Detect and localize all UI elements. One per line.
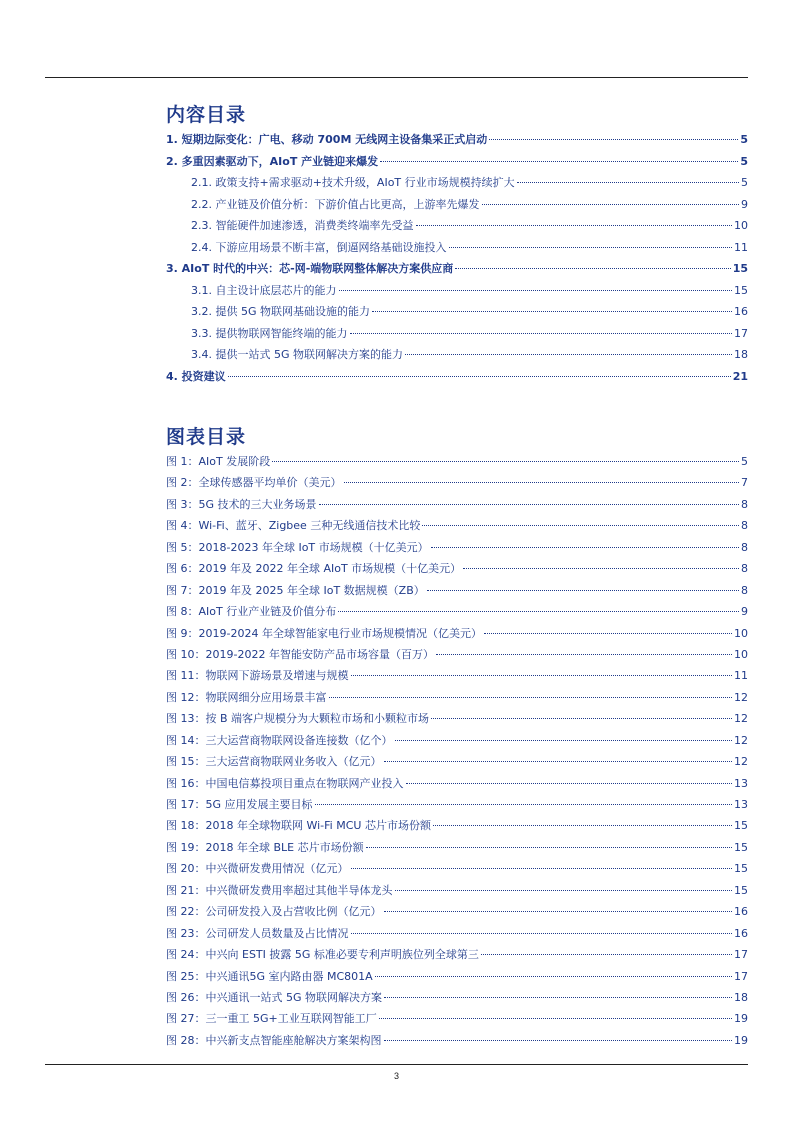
entry-title: 4. 投资建议 xyxy=(166,369,226,383)
dot-leader xyxy=(351,675,733,676)
entry-title: 图 10：2019-2022 年智能安防产品市场容量（百万） xyxy=(166,647,434,661)
figure-entry[interactable] xyxy=(166,880,748,901)
entry-page-number: 5 xyxy=(740,133,748,146)
toc-entry[interactable] xyxy=(166,215,748,237)
dot-leader xyxy=(422,525,739,526)
entry-title: 图 19：2018 年全球 BLE 芯片市场份额 xyxy=(166,840,364,854)
figure-entry[interactable] xyxy=(166,1030,748,1051)
dot-leader xyxy=(416,225,733,226)
entry-title: 图 18：2018 年全球物联网 Wi-Fi MCU 芯片市场份额 xyxy=(166,819,431,833)
entry-title: 3. AIoT 时代的中兴：芯-网-端物联网整体解决方案供应商 xyxy=(166,262,454,275)
entry-page-number: 8 xyxy=(741,562,748,576)
dot-leader xyxy=(329,697,733,698)
entry-page-number: 15 xyxy=(734,883,748,897)
figure-entry[interactable] xyxy=(166,751,748,772)
entry-page-number: 12 xyxy=(734,712,748,726)
dot-leader xyxy=(338,611,739,612)
figure-entry[interactable] xyxy=(166,815,748,836)
entry-title: 图 17：5G 应用发展主要目标 xyxy=(166,798,313,811)
toc-entry[interactable] xyxy=(166,301,748,323)
entry-title: 2.4. 下游应用场景不断丰富，倒逼网络基础设施投入 xyxy=(191,240,447,254)
figure-entry[interactable] xyxy=(166,623,748,644)
entry-page-number: 13 xyxy=(734,776,748,790)
toc-entry[interactable] xyxy=(166,237,748,259)
entry-page-number: 15 xyxy=(734,862,748,876)
entry-title: 图 11：物联网下游场景及增速与规模 xyxy=(166,669,349,683)
toc-entry[interactable] xyxy=(166,172,748,194)
dot-leader xyxy=(433,825,732,826)
figure-entry[interactable] xyxy=(166,730,748,751)
dot-leader xyxy=(405,354,732,355)
figure-entry[interactable] xyxy=(166,966,748,987)
dot-leader xyxy=(482,204,740,205)
entry-page-number: 11 xyxy=(734,669,748,683)
entry-title: 3.4. 提供一站式 5G 物联网解决方案的能力 xyxy=(191,348,404,361)
dot-leader xyxy=(395,890,733,891)
entry-title: 图 3：5G 技术的三大业务场景 xyxy=(166,497,317,511)
figure-entry[interactable] xyxy=(166,944,748,965)
figure-entry[interactable] xyxy=(166,537,748,558)
toc-entry[interactable] xyxy=(166,366,748,388)
toc-entry[interactable] xyxy=(166,194,748,216)
entry-title: 图 16：中国电信募投项目重点在物联网产业投入 xyxy=(166,776,404,790)
figure-entry[interactable] xyxy=(166,794,748,815)
footer-rule xyxy=(45,1064,748,1065)
dot-leader xyxy=(463,568,739,569)
figure-list-title: 图表目录 xyxy=(166,426,247,448)
figure-entry[interactable] xyxy=(166,558,748,579)
entry-page-number: 15 xyxy=(734,819,748,833)
figure-entry[interactable] xyxy=(166,837,748,858)
figure-entry[interactable] xyxy=(166,987,748,1008)
entry-page-number: 7 xyxy=(741,476,748,490)
dot-leader xyxy=(339,290,733,291)
dot-leader xyxy=(406,783,733,784)
toc-title: 内容目录 xyxy=(166,104,247,126)
entry-title: 图 14：三大运营商物联网设备连接数（亿个） xyxy=(166,733,393,747)
dot-leader xyxy=(449,247,733,248)
dot-leader xyxy=(350,333,733,334)
figure-entry[interactable] xyxy=(166,580,748,601)
dot-leader xyxy=(481,954,732,955)
toc-entry[interactable] xyxy=(166,258,748,280)
dot-leader xyxy=(427,590,739,591)
entry-title: 图 2：全球传感器平均单价（美元） xyxy=(166,476,342,490)
entry-page-number: 16 xyxy=(734,905,748,919)
figure-entry[interactable] xyxy=(166,1008,748,1029)
dot-leader xyxy=(384,911,733,912)
figure-entry[interactable] xyxy=(166,708,748,729)
dot-leader xyxy=(395,740,733,741)
entry-page-number: 13 xyxy=(734,798,748,811)
entry-title: 图 1：AIoT 发展阶段 xyxy=(166,455,271,468)
entry-page-number: 19 xyxy=(734,1033,748,1047)
entry-page-number: 8 xyxy=(741,540,748,554)
dot-leader xyxy=(384,761,733,762)
entry-page-number: 17 xyxy=(734,969,748,983)
entry-title: 图 25：中兴通讯5G 室内路由器 MC801A xyxy=(166,969,373,983)
entry-title: 图 21：中兴微研发费用率超过其他半导体龙头 xyxy=(166,883,393,897)
toc-entry[interactable] xyxy=(166,344,748,366)
entry-title: 2. 多重因素驱动下，AIoT 产业链迎来爆发 xyxy=(166,154,379,168)
entry-title: 图 5：2018-2023 年全球 IoT 市场规模（十亿美元） xyxy=(166,540,429,554)
entry-page-number: 10 xyxy=(734,647,748,661)
entry-page-number: 5 xyxy=(741,176,748,189)
dot-leader xyxy=(315,804,732,805)
dot-leader xyxy=(272,461,739,462)
entry-page-number: 12 xyxy=(734,733,748,747)
entry-page-number: 19 xyxy=(734,1012,748,1026)
dot-leader xyxy=(436,654,732,655)
dot-leader xyxy=(431,547,739,548)
figure-entry[interactable] xyxy=(166,923,748,944)
toc-list xyxy=(166,129,748,387)
figure-entry[interactable] xyxy=(166,601,748,622)
dot-leader xyxy=(379,1018,732,1019)
entry-title: 3.1. 自主设计底层芯片的能力 xyxy=(191,283,337,297)
entry-page-number: 12 xyxy=(734,690,748,704)
dot-leader xyxy=(375,976,732,977)
dot-leader xyxy=(351,933,733,934)
entry-page-number: 15 xyxy=(734,283,748,297)
figure-entry[interactable] xyxy=(166,515,748,536)
entry-page-number: 15 xyxy=(734,840,748,854)
figure-entry[interactable] xyxy=(166,451,748,472)
dot-leader xyxy=(344,482,740,483)
entry-page-number: 8 xyxy=(741,519,748,533)
entry-title: 图 22：公司研发投入及占营收比例（亿元） xyxy=(166,905,382,919)
figure-entry[interactable] xyxy=(166,644,748,665)
dot-leader xyxy=(431,718,732,719)
dot-leader xyxy=(380,161,738,162)
dot-leader xyxy=(372,311,732,312)
header-rule xyxy=(45,77,748,78)
entry-page-number: 11 xyxy=(734,240,748,254)
toc-entry[interactable] xyxy=(166,323,748,345)
entry-page-number: 16 xyxy=(734,926,748,940)
entry-title: 图 7：2019 年及 2025 年全球 IoT 数据规模（ZB） xyxy=(166,583,425,597)
figure-entry[interactable] xyxy=(166,901,748,922)
entry-page-number: 9 xyxy=(741,605,748,619)
dot-leader xyxy=(384,1040,733,1041)
entry-page-number: 15 xyxy=(732,262,748,275)
figure-entry[interactable] xyxy=(166,665,748,686)
toc-entry[interactable] xyxy=(166,151,748,173)
entry-title: 图 23：公司研发人员数量及占比情况 xyxy=(166,926,349,940)
toc-entry[interactable] xyxy=(166,280,748,302)
figure-entry[interactable] xyxy=(166,494,748,515)
dot-leader xyxy=(489,139,738,140)
entry-title: 图 4：Wi-Fi、蓝牙、Zigbee 三种无线通信技术比较 xyxy=(166,519,421,533)
dot-leader xyxy=(484,633,732,634)
entry-title: 1. 短期边际变化：广电、移动 700M 无线网主设备集采正式启动 xyxy=(166,133,488,146)
entry-title: 图 26：中兴通讯一站式 5G 物联网解决方案 xyxy=(166,990,383,1004)
dot-leader xyxy=(517,182,739,183)
entry-page-number: 17 xyxy=(734,326,748,340)
dot-leader xyxy=(228,376,731,377)
dot-leader xyxy=(384,997,732,998)
entry-page-number: 18 xyxy=(734,348,748,361)
figure-entry[interactable] xyxy=(166,773,748,794)
entry-page-number: 10 xyxy=(734,219,748,232)
dot-leader xyxy=(351,868,733,869)
page-number: 3 xyxy=(393,1071,399,1081)
entry-page-number: 5 xyxy=(741,455,748,468)
dot-leader xyxy=(319,504,739,505)
dot-leader xyxy=(455,268,730,269)
entry-page-number: 9 xyxy=(741,197,748,211)
entry-page-number: 21 xyxy=(732,369,748,383)
figure-entry[interactable] xyxy=(166,687,748,708)
figure-list xyxy=(166,451,748,1051)
entry-page-number: 8 xyxy=(741,583,748,597)
entry-page-number: 16 xyxy=(734,305,748,318)
entry-title: 图 8：AIoT 行业产业链及价值分布 xyxy=(166,605,337,619)
entry-title: 图 20：中兴微研发费用情况（亿元） xyxy=(166,862,349,876)
entry-title: 图 6：2019 年及 2022 年全球 AIoT 市场规模（十亿美元） xyxy=(166,562,462,576)
entry-title: 2.2. 产业链及价值分析：下游价值占比更高，上游率先爆发 xyxy=(191,197,480,211)
entry-title: 图 27：三一重工 5G+工业互联网智能工厂 xyxy=(166,1012,377,1026)
toc-entry[interactable] xyxy=(166,129,748,151)
entry-title: 图 13：按 B 端客户规模分为大颗粒市场和小颗粒市场 xyxy=(166,712,430,726)
entry-title: 2.1. 政策支持+需求驱动+技术升级，AIoT 行业市场规模持续扩大 xyxy=(191,176,515,189)
entry-title: 3.2. 提供 5G 物联网基础设施的能力 xyxy=(191,305,371,318)
entry-title: 图 9：2019-2024 年全球智能家电行业市场规模情况（亿美元） xyxy=(166,626,482,640)
entry-page-number: 8 xyxy=(741,497,748,511)
dot-leader xyxy=(366,847,732,848)
entry-title: 图 15：三大运营商物联网业务收入（亿元） xyxy=(166,755,382,769)
entry-page-number: 5 xyxy=(740,154,748,168)
figure-entry[interactable] xyxy=(166,472,748,493)
entry-page-number: 18 xyxy=(734,990,748,1004)
entry-page-number: 10 xyxy=(734,626,748,640)
entry-title: 2.3. 智能硬件加速渗透，消费类终端率先受益 xyxy=(191,219,414,232)
entry-title: 图 24：中兴向 ESTI 披露 5G 标准必要专利声明族位列全球第三 xyxy=(166,948,479,962)
entry-title: 图 28：中兴新支点智能座舱解决方案架构图 xyxy=(166,1033,382,1047)
entry-page-number: 12 xyxy=(734,755,748,769)
entry-page-number: 17 xyxy=(734,948,748,962)
figure-entry[interactable] xyxy=(166,858,748,879)
entry-title: 3.3. 提供物联网智能终端的能力 xyxy=(191,326,348,340)
entry-title: 图 12：物联网细分应用场景丰富 xyxy=(166,690,327,704)
